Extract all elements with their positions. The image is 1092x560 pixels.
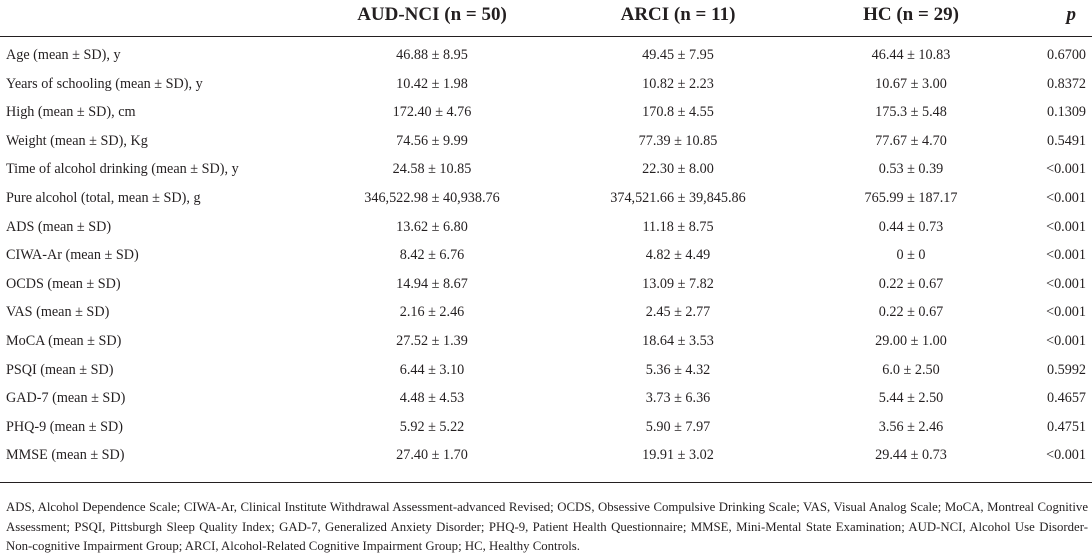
aud-nci-value: 6.44 ± 3.10: [399, 361, 465, 378]
hc-value: 0 ± 0: [896, 247, 926, 264]
hc-value: 0.22 ± 0.67: [878, 304, 944, 321]
table-row: [0, 299, 1092, 327]
table-row: [0, 442, 1092, 470]
hc-value: 3.56 ± 2.46: [878, 418, 944, 435]
p-value: <0.001: [1046, 218, 1086, 235]
p-value: <0.001: [1046, 304, 1086, 321]
hc-value: 77.67 ± 4.70: [875, 132, 947, 149]
aud-nci-value: 27.40 ± 1.70: [396, 447, 468, 464]
aud-nci-value: 172.40 ± 4.76: [392, 104, 472, 121]
hc-value: 29.44 ± 0.73: [875, 447, 947, 464]
row-label: Pure alcohol (total, mean ± SD), g: [6, 190, 201, 206]
aud-nci-value: 10.42 ± 1.98: [396, 75, 468, 92]
p-value: 0.8372: [1046, 75, 1086, 92]
arci-value: 13.09 ± 7.82: [642, 275, 714, 292]
hc-value: 0.53 ± 0.39: [878, 161, 944, 178]
table-row: [0, 42, 1092, 70]
header-hc: HC (n = 29): [863, 4, 959, 25]
arci-value: 10.82 ± 2.23: [642, 75, 714, 92]
aud-nci-value: 74.56 ± 9.99: [396, 132, 468, 149]
arci-value: 4.82 ± 4.49: [645, 247, 711, 264]
arci-value: 5.90 ± 7.97: [645, 418, 711, 435]
p-value: <0.001: [1046, 247, 1086, 264]
aud-nci-value: 27.52 ± 1.39: [396, 333, 468, 349]
row-label: MoCA (mean ± SD): [6, 333, 122, 349]
row-label: Weight (mean ± SD), Kg: [6, 132, 148, 149]
arci-value: 18.64 ± 3.53: [642, 333, 714, 349]
hc-value: 175.3 ± 5.48: [875, 104, 947, 121]
arci-value: 3.73 ± 6.36: [645, 390, 711, 407]
table-row: [0, 357, 1092, 385]
table-row: [0, 71, 1092, 99]
p-value: <0.001: [1046, 161, 1086, 178]
table-header-row: [0, 0, 1092, 34]
table-row: [0, 156, 1092, 184]
p-value: <0.001: [1046, 333, 1086, 349]
table-row: [0, 271, 1092, 299]
hc-value: 5.44 ± 2.50: [878, 390, 944, 407]
p-value: 0.4751: [1046, 418, 1086, 435]
table-row: [0, 414, 1092, 442]
arci-value: 77.39 ± 10.85: [638, 132, 718, 149]
aud-nci-value: 24.58 ± 10.85: [392, 161, 472, 178]
p-value: <0.001: [1046, 275, 1086, 292]
arci-value: 374,521.66 ± 39,845.86: [610, 190, 746, 206]
p-value: 0.5992: [1046, 361, 1086, 378]
table-row: [0, 99, 1092, 127]
hc-value: 0.22 ± 0.67: [878, 275, 944, 292]
row-label: High (mean ± SD), cm: [6, 104, 136, 121]
bottom-rule: [0, 482, 1092, 483]
arci-value: 170.8 ± 4.55: [642, 104, 714, 121]
table-row: [0, 128, 1092, 156]
aud-nci-value: 8.42 ± 6.76: [399, 247, 465, 264]
header-rule: [0, 36, 1092, 37]
arci-value: 5.36 ± 4.32: [645, 361, 711, 378]
row-label: PSQI (mean ± SD): [6, 361, 114, 378]
p-value: <0.001: [1046, 447, 1086, 464]
p-value: <0.001: [1046, 190, 1086, 206]
arci-value: 11.18 ± 8.75: [642, 218, 714, 235]
header-p-value: p: [1066, 4, 1076, 25]
aud-nci-value: 14.94 ± 8.67: [396, 275, 468, 292]
hc-value: 0.44 ± 0.73: [878, 218, 944, 235]
p-value: 0.6700: [1046, 47, 1086, 63]
aud-nci-value: 346,522.98 ± 40,938.76: [364, 190, 500, 206]
aud-nci-value: 13.62 ± 6.80: [396, 218, 468, 235]
row-label: Time of alcohol drinking (mean ± SD), y: [6, 161, 239, 178]
row-label: ADS (mean ± SD): [6, 218, 112, 235]
arci-value: 19.91 ± 3.02: [642, 447, 714, 464]
row-label: OCDS (mean ± SD): [6, 275, 121, 292]
hc-value: 765.99 ± 187.17: [864, 190, 958, 206]
row-label: Age (mean ± SD), y: [6, 47, 121, 63]
hc-value: 29.00 ± 1.00: [875, 333, 947, 349]
hc-value: 10.67 ± 3.00: [875, 75, 947, 92]
row-label: VAS (mean ± SD): [6, 304, 110, 321]
row-label: MMSE (mean ± SD): [6, 447, 125, 464]
row-label: Years of schooling (mean ± SD), y: [6, 75, 203, 92]
table-row: [0, 185, 1092, 213]
table-row: [0, 242, 1092, 270]
hc-value: 6.0 ± 2.50: [882, 361, 940, 378]
table-row: [0, 385, 1092, 413]
row-label: PHQ-9 (mean ± SD): [6, 418, 123, 435]
row-label: CIWA-Ar (mean ± SD): [6, 247, 139, 264]
aud-nci-value: 46.88 ± 8.95: [396, 47, 468, 63]
p-value: 0.5491: [1046, 132, 1086, 149]
aud-nci-value: 2.16 ± 2.46: [399, 304, 465, 321]
p-value: 0.4657: [1046, 390, 1086, 407]
header-arci: ARCI (n = 11): [620, 4, 736, 25]
aud-nci-value: 5.92 ± 5.22: [399, 418, 465, 435]
arci-value: 49.45 ± 7.95: [642, 47, 714, 63]
hc-value: 46.44 ± 10.83: [871, 47, 951, 63]
table-row: [0, 328, 1092, 356]
table-footnote: ADS, Alcohol Dependence Scale; CIWA-Ar, Clinical Institute Withdrawal Assessment-advanced Revised; OCDS, Obsessive Compulsive Drinking Scale; VAS, Visual Analog Scale; MoCA, Montreal Cognitive Assessment; PSQI, Pittsburgh Sleep Quality Index; GAD-7, Generalized Anxiety Disorder; PHQ-9, Patient Health Questionnaire; MMSE, Mini-Mental State Examination; AUD-NCI, Alcohol Use Disorder-Non-cognitive Impairment Group; ARCI, Alcohol-Related Cognitive Impairment Group; HC, Healthy Controls.: [6, 500, 1088, 553]
table-row: [0, 214, 1092, 242]
arci-value: 22.30 ± 8.00: [642, 161, 714, 178]
row-label: GAD-7 (mean ± SD): [6, 390, 126, 407]
arci-value: 2.45 ± 2.77: [645, 304, 711, 321]
header-aud-nci: AUD-NCI (n = 50): [357, 4, 507, 25]
p-value: 0.1309: [1046, 104, 1086, 121]
aud-nci-value: 4.48 ± 4.53: [399, 390, 465, 407]
